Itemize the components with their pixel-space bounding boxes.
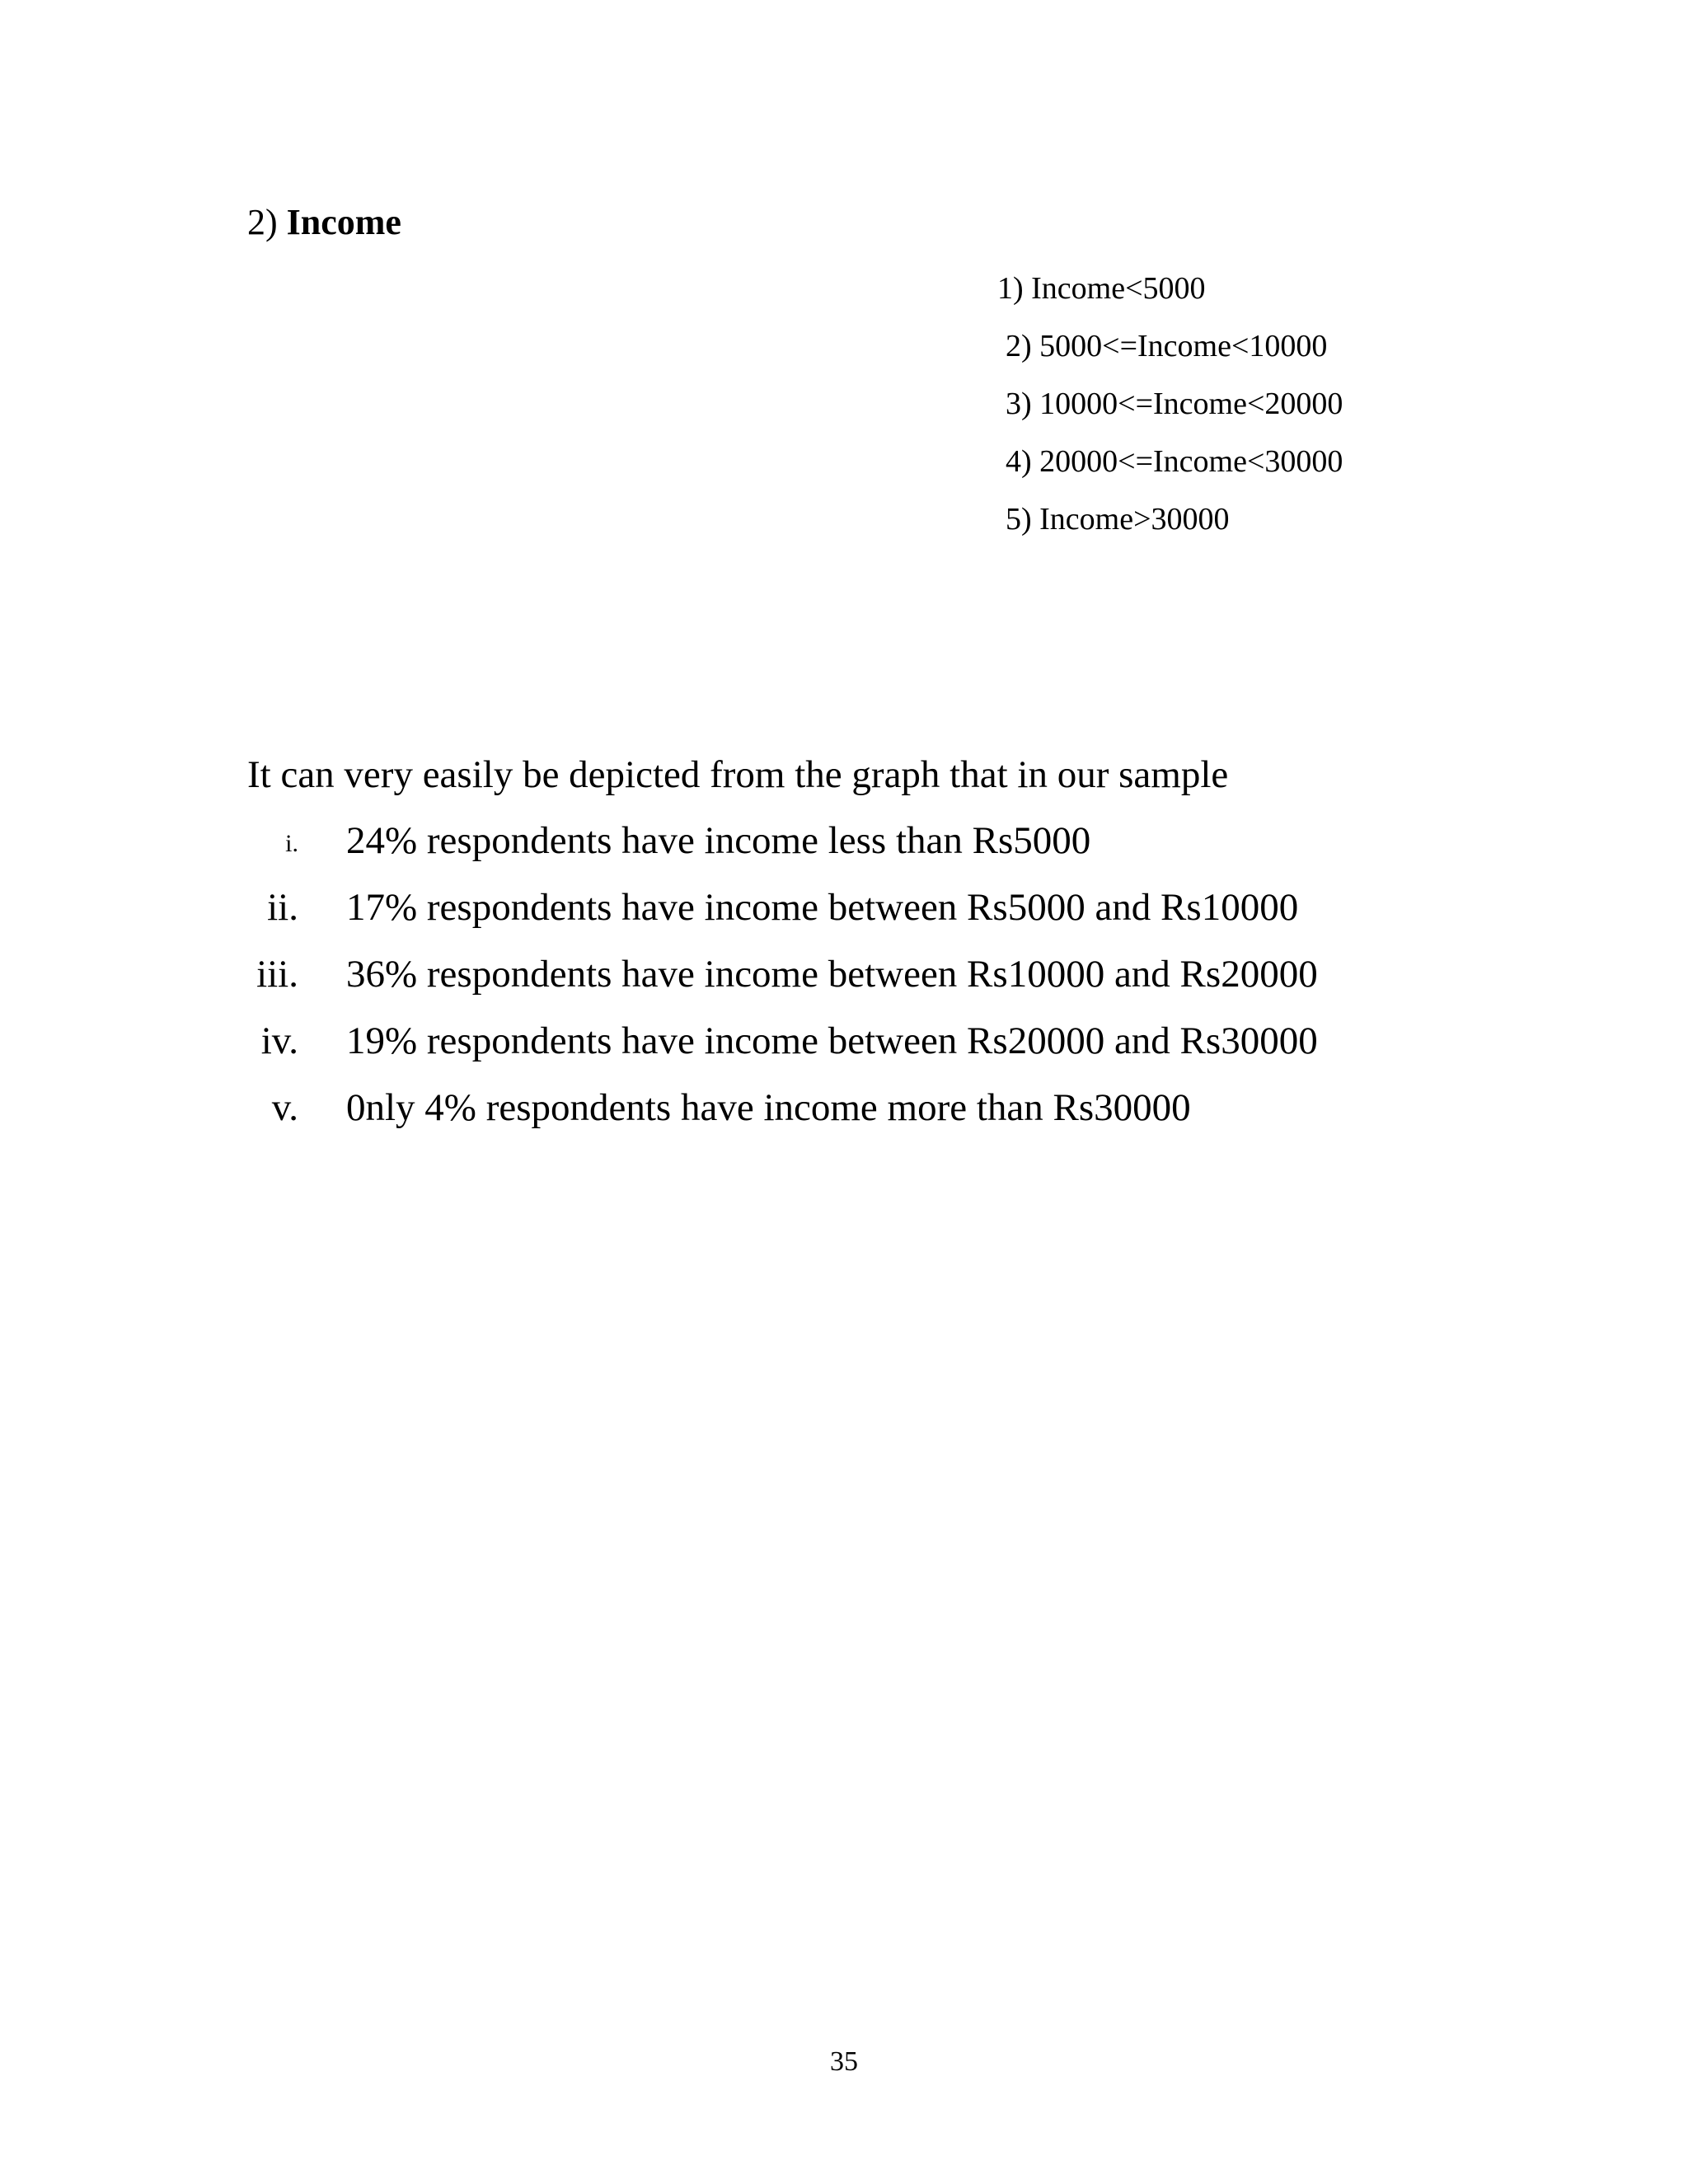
section-number: 2) xyxy=(247,202,278,242)
list-marker: i. xyxy=(285,830,298,857)
list-marker: v. xyxy=(271,1086,298,1129)
legend-item: 3) 10000<=Income<20000 xyxy=(1006,387,1343,421)
list-item-text: 17% respondents have income between Rs5000 and Rs10000 xyxy=(346,886,1299,929)
intro-paragraph: It can very easily be depicted from the graph that in our sample xyxy=(247,753,1229,796)
income-category-legend xyxy=(997,260,1343,548)
legend-item: 1) Income<5000 xyxy=(997,271,1206,306)
legend-item: 2) 5000<=Income<10000 xyxy=(1006,329,1328,363)
list-item-text: 24% respondents have income less than Rs5000 xyxy=(346,819,1091,862)
legend-item: 4) 20000<=Income<30000 xyxy=(1006,444,1343,479)
section-heading xyxy=(247,198,401,247)
page-number: 35 xyxy=(830,2046,858,2077)
section-title: Income xyxy=(286,202,401,242)
list-marker: ii. xyxy=(267,886,298,929)
list-item-text: 0nly 4% respondents have income more than Rs30000 xyxy=(346,1086,1191,1129)
list-marker: iv. xyxy=(260,1019,298,1062)
legend-item: 5) Income>30000 xyxy=(1006,502,1230,537)
list-item-text: 19% respondents have income between Rs20000 and Rs30000 xyxy=(346,1019,1318,1062)
list-item-text: 36% respondents have income between Rs10000 and Rs20000 xyxy=(346,953,1318,996)
list-marker: iii. xyxy=(256,953,298,996)
